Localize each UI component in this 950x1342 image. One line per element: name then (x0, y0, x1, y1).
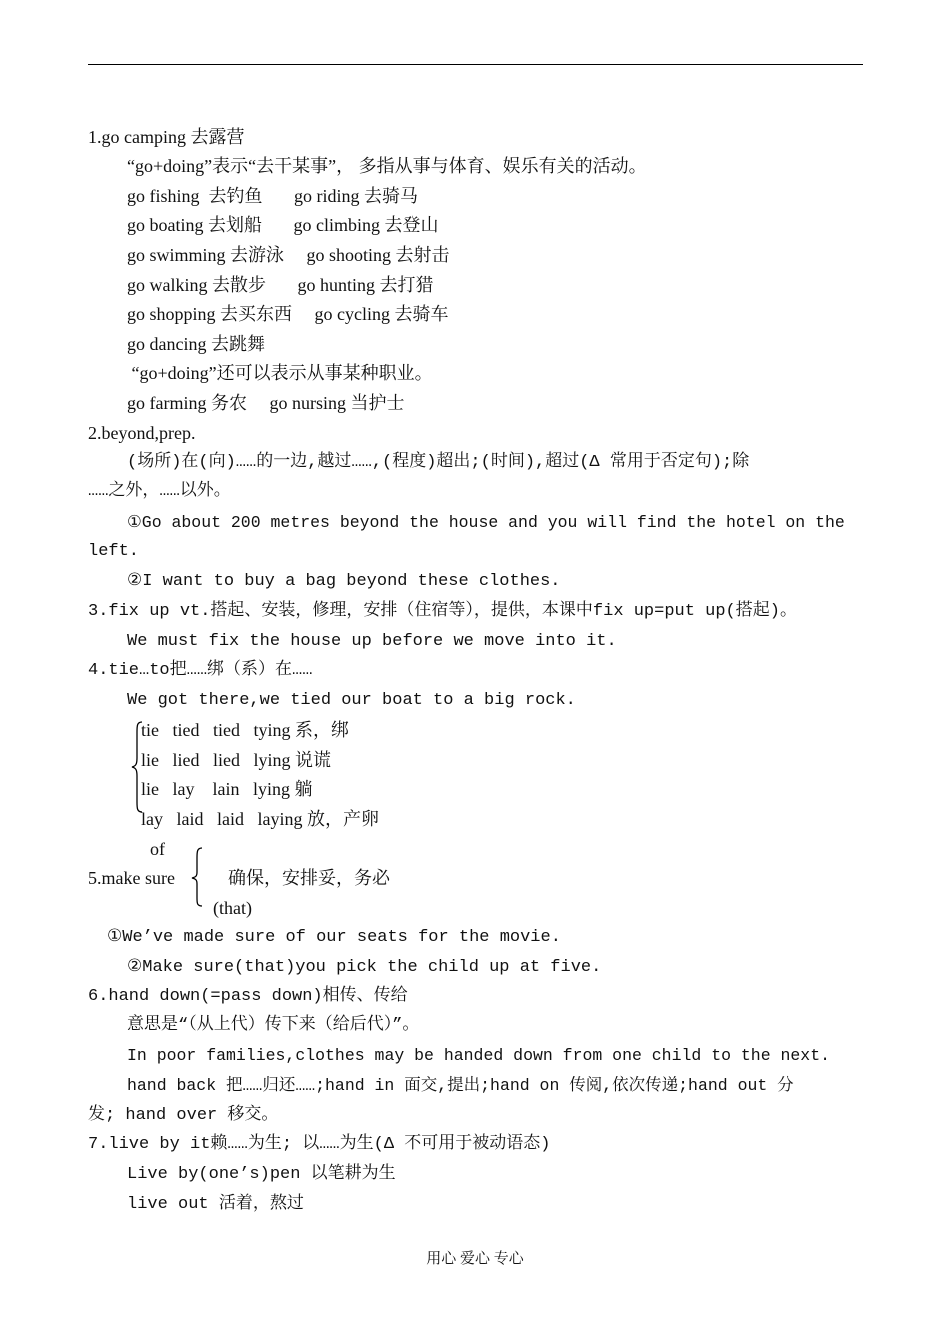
header-rule (88, 64, 863, 65)
make-sure-option: (that) (213, 898, 252, 918)
phrase-row: go fishing 去钓鱼 go riding 去骑马 (127, 186, 418, 206)
phrase-row: go boating 去划船 go climbing 去登山 (127, 215, 439, 235)
phrase-row: go farming 务农 go nursing 当护士 (127, 393, 405, 413)
example-phrase: live out 活着，熬过 (127, 1195, 304, 1214)
example-sentence: ①We’ve made sure of our seats for the movie. (107, 928, 561, 947)
example-sentence-continued: left. (88, 542, 140, 561)
verb-forms-row: lie lay lain lying 躺 (141, 779, 313, 799)
beyond-definition: (场所)在(向)……的一边,越过……,(程度)超出;(时间),超过(Δ 常用于否定句);除 (127, 453, 750, 472)
make-sure-option: of (150, 839, 165, 859)
phrase-row: go dancing 去跳舞 (127, 334, 265, 354)
item-1-heading: 1.go camping 去露营 (88, 127, 245, 147)
example-sentence: ②Make sure(that)you pick the child up at five. (127, 958, 602, 977)
page-footer: 用心 爱心 专心 (426, 1251, 524, 1267)
hand-phrases-continued: 发; hand over 移交。 (88, 1106, 279, 1125)
phrase-row: go walking 去散步 go hunting 去打猎 (127, 275, 434, 295)
left-brace (190, 846, 206, 908)
example-phrase: Live by(one’s)pen 以笔耕为生 (127, 1165, 396, 1184)
item-4-heading: 4.tie…to把……绑（系）在…… (88, 661, 313, 680)
verb-forms-row: lie lied lied lying 说谎 (141, 750, 331, 770)
item-5-heading: 5.make sure (88, 868, 175, 888)
example-sentence: ①Go about 200 metres beyond the house and you will find the hotel on the (127, 513, 845, 532)
phrase-row: go shopping 去买东西 go cycling 去骑车 (127, 304, 449, 324)
phrase-row: go swimming 去游泳 go shooting 去射击 (127, 245, 450, 265)
example-sentence: We got there,we tied our boat to a big rock. (127, 691, 576, 710)
verb-forms-row: lay laid laid laying 放，产卵 (141, 809, 379, 829)
make-sure-meaning: 确保，安排妥，务必 (228, 868, 390, 888)
hand-down-meaning: 意思是“（从上代）传下来（给后代）”。 (127, 1016, 420, 1035)
example-sentence: We must fix the house up before we move into it. (127, 632, 617, 651)
go-doing-occupation-note: “go+doing”还可以表示从事某种职业。 (127, 363, 433, 383)
verb-forms-row: tie tied tied tying 系，绑 (141, 720, 349, 740)
beyond-definition-continued: ……之外，……以外。 (88, 482, 231, 501)
hand-phrases: hand back 把……归还……;hand in 面交,提出;hand on 传阅,依次传递;hand out 分 (127, 1076, 794, 1095)
item-3-heading: 3.fix up vt.搭起、安装，修理，安排（住宿等），提供，本课中fix up=put up(搭起)。 (88, 602, 797, 621)
item-6-heading: 6.hand down(=pass down)相传、传给 (88, 987, 408, 1006)
example-sentence: ②I want to buy a bag beyond these clothes. (127, 572, 561, 591)
item-2-heading: 2.beyond,prep. (88, 423, 196, 443)
example-sentence: In poor families,clothes may be handed down from one child to the next. (127, 1046, 831, 1065)
item-7-heading: 7.live by it赖……为生; 以……为生(Δ 不可用于被动语态) (88, 1135, 551, 1154)
go-doing-explanation: “go+doing”表示“去干某事”， 多指从事与体育、娱乐有关的活动。 (127, 156, 647, 176)
